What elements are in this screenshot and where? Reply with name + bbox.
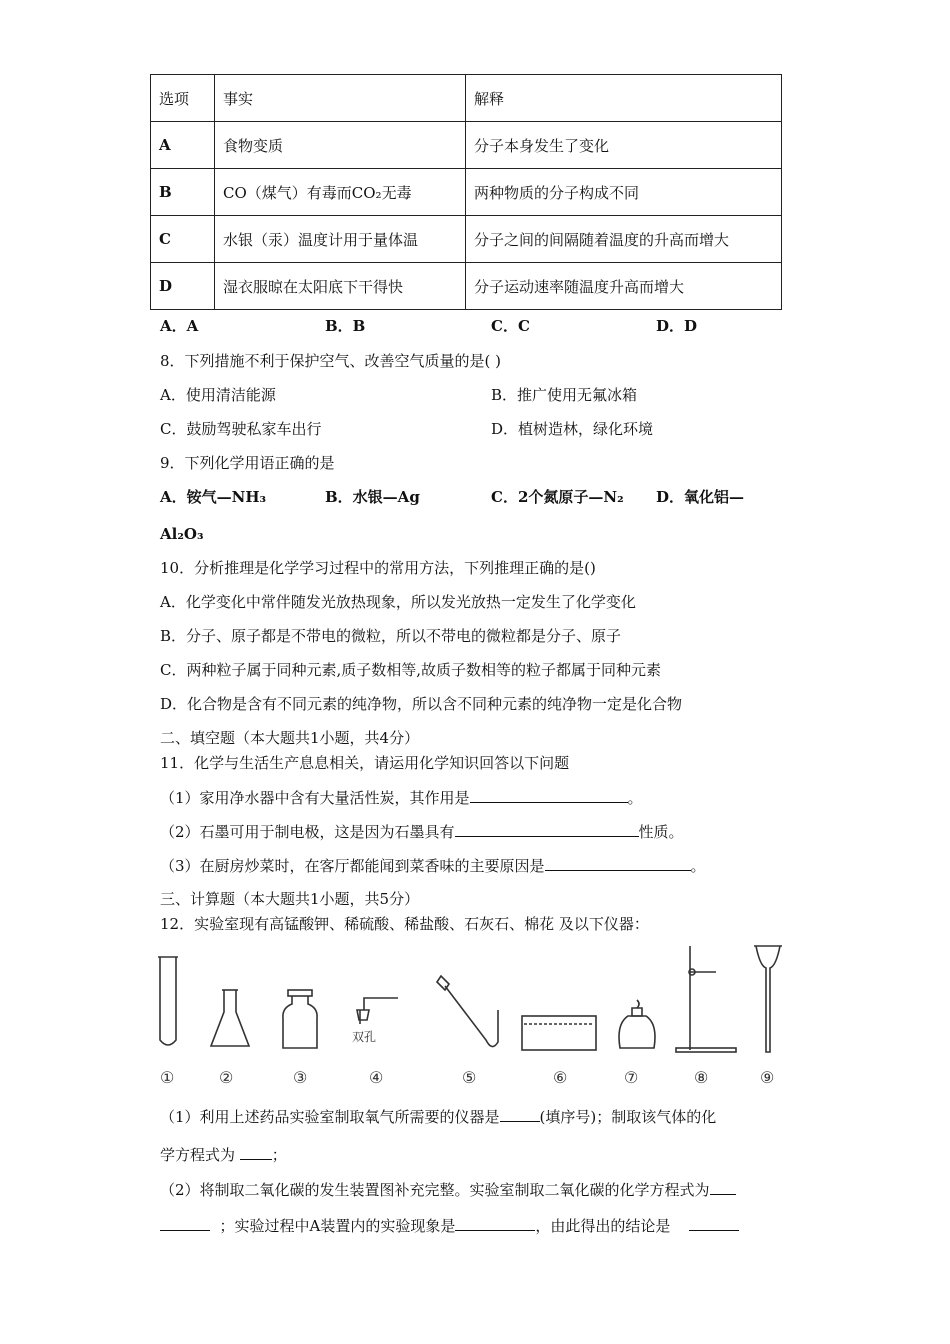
- header-explanation: 解释: [466, 75, 782, 122]
- apparatus-label: ⑧: [694, 1068, 709, 1087]
- q8-option-a[interactable]: A．使用清洁能源: [160, 386, 276, 404]
- q12-part1-text-d: ；: [271, 1146, 287, 1164]
- alcohol-lamp-icon: [619, 1000, 655, 1048]
- conical-flask-icon: [211, 990, 249, 1046]
- q7-option-d[interactable]: D．D: [656, 317, 698, 335]
- row-explanation: 分子运动速率随温度升高而增大: [466, 263, 782, 310]
- q11-part3: [160, 855, 706, 876]
- q12-part1-text-c: 学方程式为: [160, 1146, 236, 1164]
- q11-part3-text: （3）在厨房炒菜时，在客厅都能闻到菜香味的主要原因是: [160, 857, 545, 875]
- row-option: C: [151, 216, 215, 263]
- apparatus-label: ④: [369, 1068, 384, 1087]
- reagent-bottle-icon: [283, 990, 317, 1048]
- table-row: [151, 169, 782, 216]
- q8-option-b[interactable]: B．推广使用无氟冰箱: [491, 386, 638, 404]
- q8-option-c[interactable]: C．鼓励驾驶私家车出行: [160, 420, 322, 438]
- q12-part1-blank-instruments[interactable]: [500, 1106, 540, 1122]
- q12-part1: [160, 1106, 716, 1127]
- row-fact: 湿衣服晾在太阳底下干得快: [215, 263, 466, 310]
- q12-part1-cont: [160, 1144, 287, 1165]
- row-option: A: [151, 122, 215, 169]
- q12-part1-blank-equation[interactable]: [240, 1144, 272, 1160]
- test-tube-icon: [158, 957, 178, 1045]
- options-table: [150, 74, 782, 310]
- q9-option-d-formula: Al₂O₃: [160, 525, 204, 543]
- q9-stem: 9．下列化学用语正确的是: [160, 454, 335, 472]
- q11-part2: [160, 821, 684, 842]
- apparatus-label: ⑦: [624, 1068, 639, 1087]
- q11-part3-blank[interactable]: [545, 855, 691, 871]
- q10-option-a[interactable]: A．化学变化中常伴随发光放热现象，所以发光放热一定发生了化学变化: [160, 593, 636, 611]
- q7-option-c[interactable]: C．C: [491, 317, 530, 335]
- q11-part1-end: 。: [627, 789, 643, 807]
- section-fill-in-title: 二、填空题（本大题共1小题，共4分）: [160, 729, 420, 747]
- header-option: 选项: [151, 75, 215, 122]
- q11-part1: [160, 787, 643, 808]
- header-fact: 事实: [215, 75, 466, 122]
- q8-stem: 8．下列措施不利于保护空气、改善空气质量的是( ): [160, 352, 502, 370]
- row-option: D: [151, 263, 215, 310]
- q12-part1-text-a: （1）利用上述药品实验室制取氧气所需要的仪器是: [160, 1108, 500, 1126]
- q11-part3-end: 。: [690, 857, 706, 875]
- stopper-label: 双孔: [352, 1030, 377, 1044]
- q10-option-c[interactable]: C．两种粒子属于同种元素,质子数相等,故质子数相等的粒子都属于同种元素: [160, 661, 662, 679]
- long-neck-funnel-icon: [754, 946, 782, 1052]
- row-option: B: [151, 169, 215, 216]
- row-fact: 水银（汞）温度计用于量体温: [215, 216, 466, 263]
- two-hole-stopper-icon: [357, 998, 398, 1024]
- table-row: [151, 263, 782, 310]
- q10-option-d[interactable]: D．化合物是含有不同元素的纯净物，所以含不同种元素的纯净物一定是化合物: [160, 695, 683, 713]
- q7-option-b[interactable]: B．B: [325, 317, 366, 335]
- iron-stand-icon: [676, 946, 736, 1052]
- table-row: [151, 122, 782, 169]
- q12-part2-blank-conclusion[interactable]: [689, 1215, 739, 1231]
- q12-part2-cont: [160, 1215, 739, 1236]
- q12-part2-blank-equation[interactable]: [710, 1179, 736, 1195]
- q8-option-d[interactable]: D．植树造林，绿化环境: [491, 420, 654, 438]
- row-explanation: 分子本身发生了变化: [466, 122, 782, 169]
- row-explanation: 两种物质的分子构成不同: [466, 169, 782, 216]
- q7-option-a[interactable]: A．A: [160, 317, 199, 335]
- row-fact: CO（煤气）有毒而CO₂无毒: [215, 169, 466, 216]
- q12-part2-text-c: ，由此得出的结论是: [535, 1217, 671, 1235]
- row-fact: 食物变质: [215, 122, 466, 169]
- apparatus-label: ③: [293, 1068, 308, 1087]
- q9-option-a[interactable]: A．铵气—NH₃: [160, 488, 267, 506]
- q12-part2-blank-equation-cont[interactable]: [160, 1215, 210, 1231]
- q12-part2-text-b: ；实验过程中A装置内的实验现象是: [219, 1217, 456, 1235]
- q12-part2-text-a: （2）将制取二氧化碳的发生装置图补充完整。实验室制取二氧化碳的化学方程式为: [160, 1181, 710, 1199]
- q12-stem: 12．实验室现有高锰酸钾、稀硫酸、稀盐酸、石灰石、棉花 及以下仪器：: [160, 915, 649, 933]
- apparatus-label: ⑥: [553, 1068, 568, 1087]
- apparatus-label: ⑨: [760, 1068, 775, 1087]
- table-header-row: [151, 75, 782, 122]
- bent-delivery-tube-icon: [437, 976, 498, 1047]
- q10-stem: 10．分析推理是化学学习过程中的常用方法，下列推理正确的是(): [160, 559, 596, 577]
- q12-part2: [160, 1179, 736, 1200]
- q12-part1-text-b: (填序号)；制取该气体的化: [539, 1108, 717, 1126]
- water-trough-icon: [522, 1016, 596, 1050]
- q9-option-c[interactable]: C．2个氮原子—N₂: [491, 488, 624, 506]
- apparatus-label: ⑤: [462, 1068, 477, 1087]
- q11-part1-blank[interactable]: [470, 787, 628, 803]
- q9-option-d[interactable]: D．氧化铝—: [656, 488, 745, 506]
- row-explanation: 分子之间的间隔随着温度的升高而增大: [466, 216, 782, 263]
- q10-option-b[interactable]: B．分子、原子都是不带电的微粒，所以不带电的微粒都是分子、原子: [160, 627, 622, 645]
- q12-part2-blank-phenomenon[interactable]: [455, 1215, 535, 1231]
- q11-stem: 11．化学与生活生产息息相关，请运用化学知识回答以下问题: [160, 754, 570, 772]
- q11-part1-text: （1）家用净水器中含有大量活性炭，其作用是: [160, 789, 470, 807]
- q11-part2-end: 性质。: [638, 823, 684, 841]
- apparatus-label: ①: [160, 1068, 175, 1087]
- q9-option-b[interactable]: B．水银—Ag: [325, 488, 420, 506]
- q11-part2-blank[interactable]: [455, 821, 639, 837]
- q11-part2-text: （2）石墨可用于制电极，这是因为石墨具有: [160, 823, 455, 841]
- apparatus-label: ②: [219, 1068, 234, 1087]
- section-calculation-title: 三、计算题（本大题共1小题，共5分）: [160, 890, 420, 908]
- table-row: [151, 216, 782, 263]
